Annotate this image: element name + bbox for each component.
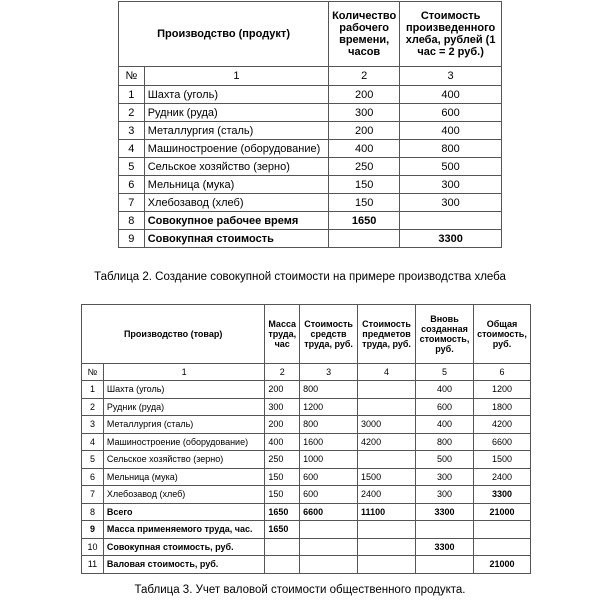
row-hours: 200: [329, 86, 400, 104]
table-row: [82, 416, 531, 434]
row-total: 4200: [473, 416, 530, 434]
row-labor: 1650: [265, 521, 300, 539]
row-labor: 150: [265, 486, 300, 504]
row-name: Сельское хозяйство (зерно): [144, 158, 328, 176]
row-labor: [265, 538, 300, 556]
row-labor: 400: [265, 433, 300, 451]
row-created: 3300: [416, 538, 474, 556]
row-created: 500: [416, 451, 474, 469]
row-means: 1200: [300, 398, 358, 416]
row-number: 6: [82, 468, 104, 486]
table-row: [119, 194, 502, 212]
col-num-6: 6: [473, 364, 530, 381]
row-name: Валовая стоимость, руб.: [103, 556, 264, 574]
table-row: [82, 503, 531, 521]
table-row: [119, 104, 502, 122]
row-hours: [329, 230, 400, 248]
row-means: 6600: [300, 503, 358, 521]
row-means: 600: [300, 468, 358, 486]
row-name: Металлургия (сталь): [103, 416, 264, 434]
row-means: 600: [300, 486, 358, 504]
col-num-3: 3: [400, 67, 502, 86]
row-total: [473, 538, 530, 556]
header-created: Вновь созданная стоимость, руб.: [416, 305, 474, 364]
row-name: Машиностроение (оборудование): [144, 140, 328, 158]
row-objects: [358, 451, 416, 469]
row-total: 1200: [473, 381, 530, 399]
header-cost: Стоимость произведенного хлеба, рублей (1 час = 2 руб.): [400, 2, 502, 67]
table-row: [82, 451, 531, 469]
table-row: [119, 230, 502, 248]
row-labor: 1650: [265, 503, 300, 521]
row-means: [300, 556, 358, 574]
row-number: 11: [82, 556, 104, 574]
row-cost: 600: [400, 104, 502, 122]
row-number: 7: [119, 194, 145, 212]
row-objects: [358, 538, 416, 556]
gross-value-table: [81, 304, 531, 574]
row-name: Шахта (уголь): [103, 381, 264, 399]
row-name: Совокупное рабочее время: [144, 212, 328, 230]
header-product: Производство (товар): [82, 305, 265, 364]
row-created: 300: [416, 468, 474, 486]
row-objects: [358, 556, 416, 574]
header-total: Общая стоимость, руб.: [473, 305, 530, 364]
col-num-no: №: [119, 67, 145, 86]
row-name: Машиностроение (оборудование): [103, 433, 264, 451]
table-row: [119, 158, 502, 176]
row-number: 2: [119, 104, 145, 122]
row-created: 3300: [416, 503, 474, 521]
row-hours: 1650: [329, 212, 400, 230]
row-objects: [358, 398, 416, 416]
table-row: [82, 486, 531, 504]
table-row: [82, 381, 531, 399]
row-number: 3: [82, 416, 104, 434]
row-number: 4: [119, 140, 145, 158]
row-hours: 250: [329, 158, 400, 176]
table2-caption: Таблица 2. Создание совокупной стоимости на примере производства хлеба: [94, 271, 506, 283]
table-row: [82, 521, 531, 539]
col-num-2: 2: [265, 364, 300, 381]
row-objects: 1500: [358, 468, 416, 486]
row-means: 800: [300, 416, 358, 434]
row-name: Мельница (мука): [144, 176, 328, 194]
row-name: Шахта (уголь): [144, 86, 328, 104]
row-objects: 3000: [358, 416, 416, 434]
col-num-1: 1: [103, 364, 264, 381]
row-means: [300, 521, 358, 539]
col-num-4: 4: [358, 364, 416, 381]
row-created: 400: [416, 416, 474, 434]
row-name: Мельница (мука): [103, 468, 264, 486]
row-total: 1800: [473, 398, 530, 416]
col-num-no: №: [82, 364, 104, 381]
row-name: Металлургия (сталь): [144, 122, 328, 140]
table-row: [82, 468, 531, 486]
row-number: 10: [82, 538, 104, 556]
row-number: 9: [119, 230, 145, 248]
row-labor: 200: [265, 381, 300, 399]
row-total: 1500: [473, 451, 530, 469]
row-name: Совокупная стоимость, руб.: [103, 538, 264, 556]
row-created: 600: [416, 398, 474, 416]
col-num-3: 3: [300, 364, 358, 381]
row-name: Сельское хозяйство (зерно): [103, 451, 264, 469]
row-labor: 300: [265, 398, 300, 416]
table-row: [82, 556, 531, 574]
row-created: [416, 556, 474, 574]
row-number: 2: [82, 398, 104, 416]
row-created: 400: [416, 381, 474, 399]
row-total: 21000: [473, 503, 530, 521]
row-cost: 3300: [400, 230, 502, 248]
row-means: [300, 538, 358, 556]
row-objects: 4200: [358, 433, 416, 451]
header-product: Производство (продукт): [119, 2, 329, 67]
row-cost: [400, 212, 502, 230]
header-means: Стоимость средств труда, руб.: [300, 305, 358, 364]
row-number: 3: [119, 122, 145, 140]
row-name: Хлебозавод (хлеб): [144, 194, 328, 212]
bread-production-table: [118, 1, 502, 248]
row-number: 1: [82, 381, 104, 399]
row-created: [416, 521, 474, 539]
row-number: 9: [82, 521, 104, 539]
row-number: 8: [82, 503, 104, 521]
row-labor: 250: [265, 451, 300, 469]
row-number: 8: [119, 212, 145, 230]
row-objects: [358, 381, 416, 399]
row-cost: 300: [400, 176, 502, 194]
col-num-2: 2: [329, 67, 400, 86]
row-total: 6600: [473, 433, 530, 451]
row-name: Всего: [103, 503, 264, 521]
row-cost: 800: [400, 140, 502, 158]
col-num-5: 5: [416, 364, 474, 381]
row-objects: 11100: [358, 503, 416, 521]
row-cost: 500: [400, 158, 502, 176]
row-name: Рудник (руда): [144, 104, 328, 122]
header-labor: Масса труда, час: [265, 305, 300, 364]
header-objects: Стоимость предметов труда, руб.: [358, 305, 416, 364]
table-row: [119, 122, 502, 140]
row-hours: 300: [329, 104, 400, 122]
row-number: 7: [82, 486, 104, 504]
row-cost: 400: [400, 86, 502, 104]
row-objects: 2400: [358, 486, 416, 504]
row-total: 2400: [473, 468, 530, 486]
row-number: 6: [119, 176, 145, 194]
row-number: 5: [82, 451, 104, 469]
table-row: [119, 140, 502, 158]
row-means: 1000: [300, 451, 358, 469]
col-num-1: 1: [144, 67, 328, 86]
table-row: [119, 212, 502, 230]
row-labor: 200: [265, 416, 300, 434]
table-row: [82, 538, 531, 556]
row-cost: 300: [400, 194, 502, 212]
row-created: 300: [416, 486, 474, 504]
row-objects: [358, 521, 416, 539]
row-labor: [265, 556, 300, 574]
table-row: [82, 433, 531, 451]
row-number: 5: [119, 158, 145, 176]
row-hours: 150: [329, 176, 400, 194]
row-hours: 200: [329, 122, 400, 140]
row-total: [473, 521, 530, 539]
table-row: [119, 176, 502, 194]
row-means: 800: [300, 381, 358, 399]
row-hours: 150: [329, 194, 400, 212]
row-hours: 400: [329, 140, 400, 158]
table3-caption: Таблица 3. Учет валовой стоимости общественного продукта.: [134, 584, 466, 596]
row-number: 1: [119, 86, 145, 104]
table-row: [82, 398, 531, 416]
row-cost: 400: [400, 122, 502, 140]
row-name: Масса применяемого труда, час.: [103, 521, 264, 539]
row-total: 21000: [473, 556, 530, 574]
row-labor: 150: [265, 468, 300, 486]
row-name: Рудник (руда): [103, 398, 264, 416]
row-name: Хлебозавод (хлеб): [103, 486, 264, 504]
table-row: [119, 86, 502, 104]
row-created: 800: [416, 433, 474, 451]
row-name: Совокупная стоимость: [144, 230, 328, 248]
row-number: 4: [82, 433, 104, 451]
row-means: 1600: [300, 433, 358, 451]
row-total: 3300: [473, 486, 530, 504]
header-hours: Количество рабочего времени, часов: [329, 2, 400, 67]
